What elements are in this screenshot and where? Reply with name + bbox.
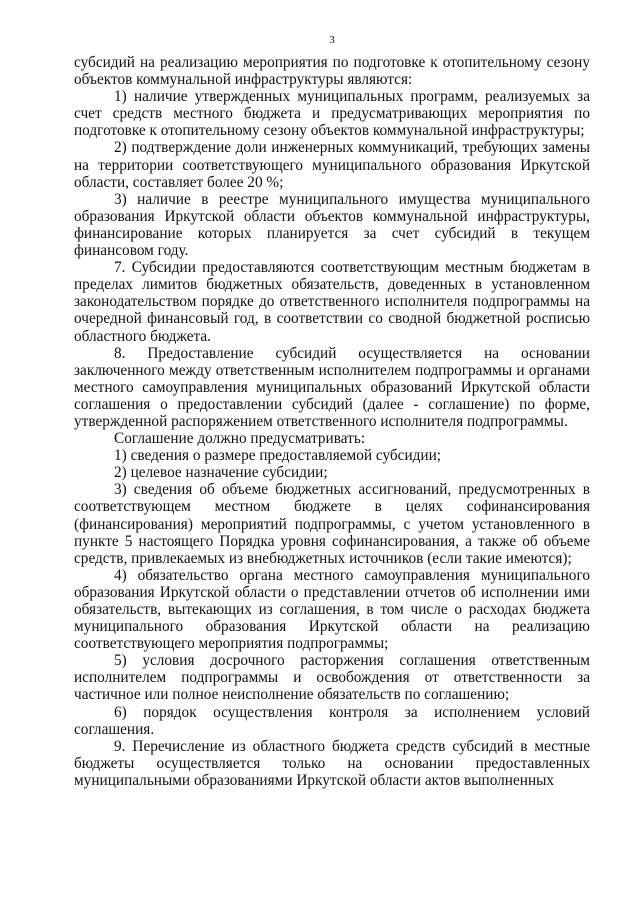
paragraph-item-8: 8. Предоставление субсидий осуществляется на основании заключенного между ответственным исполнителем подпрограммы и органами местного самоуправления муниципальных образований Иркутской области соглашения о предоставлении субсидий (далее - соглашение) по форме, утвержденной распоряжением ответственного исполнителя подпрограммы. xyxy=(74,344,590,430)
paragraph-continuation: субсидий на реализацию мероприятия по подготовке к отопительному сезону объектов коммунальной инфраструктуры являются: xyxy=(74,54,590,89)
paragraph-agreement-1: 1) сведения о размере предоставляемой субсидии; xyxy=(114,447,442,465)
paragraph-agreement-6: 6) порядок осуществления контроля за исполнением условий соглашения. xyxy=(74,703,590,738)
paragraph-condition-2: 2) подтверждение доли инженерных коммуникаций, требующих замены на территории соответствующего муниципального образования Иркутской области, составляет более 20 %; xyxy=(74,139,590,191)
document-body xyxy=(74,54,590,789)
paragraph-item-7: 7. Субсидии предоставляются соответствующим местным бюджетам в пределах лимитов бюджетных обязательств, доведенных в установленном законодательством порядке до ответственного исполнителя подпрограммы на очередной финансовый год, в соответствии со сводной бюджетной росписью областного бюджета. xyxy=(74,259,590,345)
page-number: 3 xyxy=(329,34,335,46)
paragraph-agreement-5: 5) условия досрочного расторжения соглашения ответственным исполнителем подпрограммы и освобождения от ответственности за частичное или полное неисполнение обязательств по соглашению; xyxy=(74,652,590,704)
paragraph-agreement-4: 4) обязательство органа местного самоуправления муниципального образования Иркутской области о представлении отчетов об исполнении ими обязательств, вытекающих из соглашения, в том числе о расходах бюджета муниципального образования Иркутской области на реализацию соответствующего мероприятия подпрограммы; xyxy=(74,566,590,653)
paragraph-condition-3: 3) наличие в реестре муниципального имущества муниципального образования Иркутской области объектов коммунальной инфраструктуры, финансирование которых планируется за счет субсидий в текущем финансовом году. xyxy=(74,190,590,260)
paragraph-item-9: 9. Перечисление из областного бюджета средств субсидий в местные бюджеты осуществляется только на основании предоставленных муниципальными образованиями Иркутской области актов выполненных xyxy=(74,737,590,789)
paragraph-condition-1: 1) наличие утвержденных муниципальных программ, реализуемых за счет средств местного бюджета и предусматривающих мероприятия по подготовке к отопительному сезону объектов коммунальной инфраструктуры; xyxy=(74,88,590,140)
paragraph-agreement-2: 2) целевое назначение субсидии; xyxy=(114,464,328,482)
paragraph-agreement-intro: Соглашение должно предусматривать: xyxy=(114,430,366,448)
paragraph-agreement-3: 3) сведения об объеме бюджетных ассигнований, предусмотренных в соответствующем местном бюджете в целях софинансирования (финансирования) мероприятий подпрограммы, с учетом установленного в пункте 5 настоящего Порядка уровня софинансирования, а также об объеме средств, привлекаемых из внебюджетных источников (если такие имеются); xyxy=(74,481,590,567)
